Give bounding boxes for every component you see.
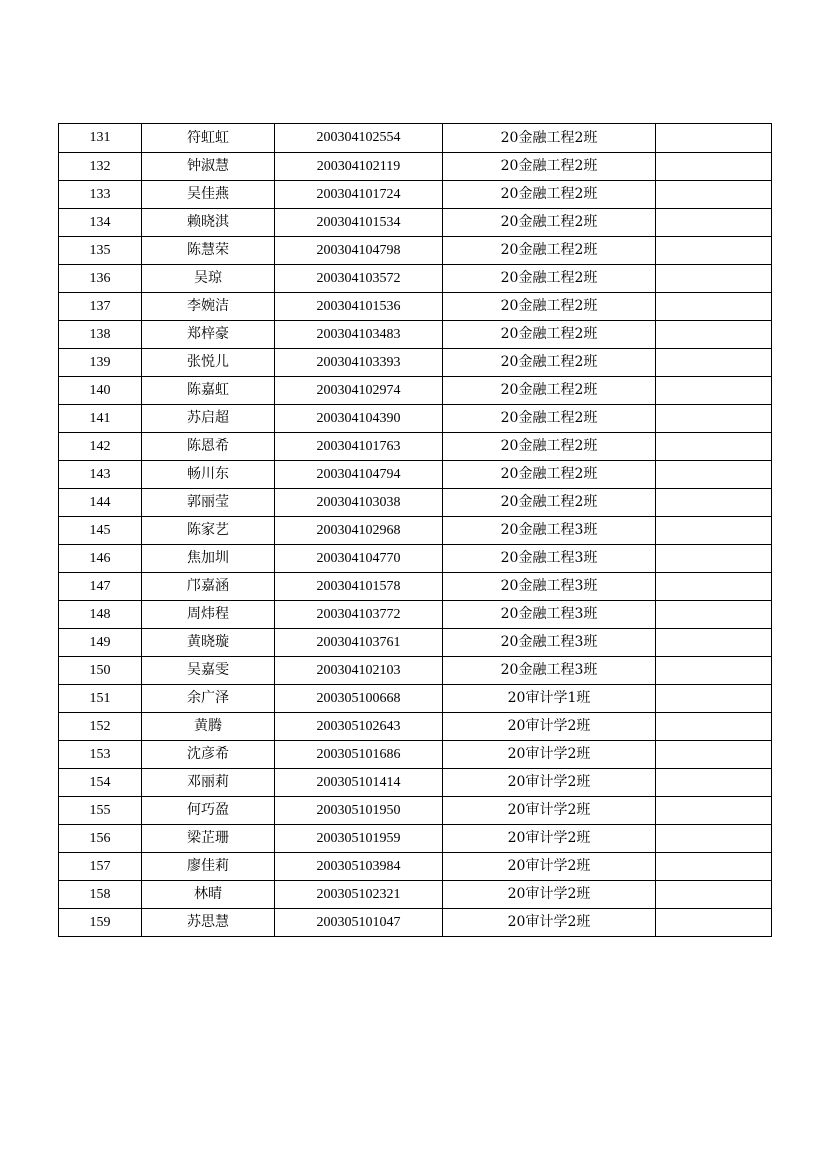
table-row xyxy=(59,265,772,293)
student-id-cell: 200304103761 xyxy=(275,629,443,657)
student-id-cell: 200304102103 xyxy=(275,657,443,685)
note-cell xyxy=(656,545,772,573)
student-id-cell: 200305100668 xyxy=(275,685,443,713)
table-row xyxy=(59,293,772,321)
class-name-cell: 20金融工程3班 xyxy=(443,517,656,545)
note-cell xyxy=(656,461,772,489)
table-row xyxy=(59,405,772,433)
class-name-cell: 20审计学2班 xyxy=(443,769,656,797)
row-number-cell: 153 xyxy=(59,741,142,769)
student-id-cell: 200304102119 xyxy=(275,153,443,181)
student-name-cell: 黄晓璇 xyxy=(142,629,275,657)
student-name-cell: 陈慧荣 xyxy=(142,237,275,265)
student-id-cell: 200305101959 xyxy=(275,825,443,853)
student-id-cell: 200305102321 xyxy=(275,881,443,909)
row-number-cell: 154 xyxy=(59,769,142,797)
table-row xyxy=(59,909,772,937)
student-id-cell: 200304101578 xyxy=(275,573,443,601)
class-name-cell: 20金融工程2班 xyxy=(443,124,656,153)
class-name-cell: 20审计学2班 xyxy=(443,797,656,825)
note-cell xyxy=(656,769,772,797)
student-name-cell: 邓丽莉 xyxy=(142,769,275,797)
class-name-cell: 20金融工程2班 xyxy=(443,489,656,517)
student-id-cell: 200304101763 xyxy=(275,433,443,461)
note-cell xyxy=(656,181,772,209)
class-name-cell: 20金融工程2班 xyxy=(443,209,656,237)
table-row xyxy=(59,153,772,181)
student-id-cell: 200305101047 xyxy=(275,909,443,937)
row-number-cell: 136 xyxy=(59,265,142,293)
student-id-cell: 200304103572 xyxy=(275,265,443,293)
note-cell xyxy=(656,349,772,377)
class-name-cell: 20金融工程2班 xyxy=(443,181,656,209)
student-name-cell: 郑梓豪 xyxy=(142,321,275,349)
table-row xyxy=(59,657,772,685)
student-id-cell: 200305101950 xyxy=(275,797,443,825)
student-id-cell: 200305101686 xyxy=(275,741,443,769)
student-roster-table xyxy=(58,123,772,937)
note-cell xyxy=(656,209,772,237)
student-id-cell: 200304103483 xyxy=(275,321,443,349)
class-name-cell: 20审计学2班 xyxy=(443,741,656,769)
student-name-cell: 廖佳莉 xyxy=(142,853,275,881)
row-number-cell: 149 xyxy=(59,629,142,657)
note-cell xyxy=(656,265,772,293)
note-cell xyxy=(656,657,772,685)
row-number-cell: 145 xyxy=(59,517,142,545)
student-id-cell: 200304102974 xyxy=(275,377,443,405)
student-id-cell: 200304104390 xyxy=(275,405,443,433)
table-row xyxy=(59,713,772,741)
student-name-cell: 李婉洁 xyxy=(142,293,275,321)
row-number-cell: 138 xyxy=(59,321,142,349)
class-name-cell: 20金融工程2班 xyxy=(443,433,656,461)
note-cell xyxy=(656,321,772,349)
class-name-cell: 20审计学1班 xyxy=(443,685,656,713)
class-name-cell: 20金融工程2班 xyxy=(443,461,656,489)
student-name-cell: 符虹虹 xyxy=(142,124,275,153)
class-name-cell: 20金融工程3班 xyxy=(443,573,656,601)
note-cell xyxy=(656,853,772,881)
student-name-cell: 苏思慧 xyxy=(142,909,275,937)
student-id-cell: 200304104794 xyxy=(275,461,443,489)
class-name-cell: 20金融工程3班 xyxy=(443,601,656,629)
row-number-cell: 147 xyxy=(59,573,142,601)
student-id-cell: 200304104770 xyxy=(275,545,443,573)
row-number-cell: 134 xyxy=(59,209,142,237)
class-name-cell: 20金融工程3班 xyxy=(443,545,656,573)
row-number-cell: 157 xyxy=(59,853,142,881)
class-name-cell: 20金融工程2班 xyxy=(443,377,656,405)
student-id-cell: 200304103393 xyxy=(275,349,443,377)
table-row xyxy=(59,124,772,153)
table-row xyxy=(59,629,772,657)
row-number-cell: 158 xyxy=(59,881,142,909)
table-row xyxy=(59,545,772,573)
note-cell xyxy=(656,237,772,265)
class-name-cell: 20审计学2班 xyxy=(443,909,656,937)
table-row xyxy=(59,237,772,265)
student-name-cell: 周炜程 xyxy=(142,601,275,629)
note-cell xyxy=(656,293,772,321)
note-cell xyxy=(656,124,772,153)
row-number-cell: 132 xyxy=(59,153,142,181)
note-cell xyxy=(656,573,772,601)
row-number-cell: 140 xyxy=(59,377,142,405)
class-name-cell: 20金融工程2班 xyxy=(443,321,656,349)
table-row xyxy=(59,209,772,237)
student-id-cell: 200304104798 xyxy=(275,237,443,265)
row-number-cell: 143 xyxy=(59,461,142,489)
student-name-cell: 畅川东 xyxy=(142,461,275,489)
student-id-cell: 200304102968 xyxy=(275,517,443,545)
student-name-cell: 张悦儿 xyxy=(142,349,275,377)
student-id-cell: 200305101414 xyxy=(275,769,443,797)
student-id-cell: 200305102643 xyxy=(275,713,443,741)
row-number-cell: 141 xyxy=(59,405,142,433)
student-name-cell: 陈家艺 xyxy=(142,517,275,545)
student-id-cell: 200304101536 xyxy=(275,293,443,321)
table-row xyxy=(59,461,772,489)
table-row xyxy=(59,881,772,909)
row-number-cell: 131 xyxy=(59,124,142,153)
class-name-cell: 20金融工程2班 xyxy=(443,153,656,181)
student-name-cell: 吴佳燕 xyxy=(142,181,275,209)
row-number-cell: 146 xyxy=(59,545,142,573)
class-name-cell: 20金融工程2班 xyxy=(443,265,656,293)
class-name-cell: 20审计学2班 xyxy=(443,825,656,853)
row-number-cell: 144 xyxy=(59,489,142,517)
class-name-cell: 20金融工程3班 xyxy=(443,629,656,657)
student-name-cell: 何巧盈 xyxy=(142,797,275,825)
table-row xyxy=(59,825,772,853)
student-name-cell: 赖晓淇 xyxy=(142,209,275,237)
note-cell xyxy=(656,405,772,433)
student-name-cell: 黄腾 xyxy=(142,713,275,741)
note-cell xyxy=(656,713,772,741)
row-number-cell: 135 xyxy=(59,237,142,265)
table-row xyxy=(59,517,772,545)
note-cell xyxy=(656,909,772,937)
roster-body xyxy=(59,124,772,937)
table-row xyxy=(59,433,772,461)
class-name-cell: 20审计学2班 xyxy=(443,881,656,909)
student-id-cell: 200304101534 xyxy=(275,209,443,237)
student-name-cell: 陈恩希 xyxy=(142,433,275,461)
note-cell xyxy=(656,517,772,545)
table-row xyxy=(59,853,772,881)
student-name-cell: 余广泽 xyxy=(142,685,275,713)
note-cell xyxy=(656,825,772,853)
class-name-cell: 20金融工程2班 xyxy=(443,405,656,433)
student-name-cell: 林晴 xyxy=(142,881,275,909)
note-cell xyxy=(656,489,772,517)
student-name-cell: 钟淑慧 xyxy=(142,153,275,181)
table-row xyxy=(59,601,772,629)
table-row xyxy=(59,377,772,405)
class-name-cell: 20审计学2班 xyxy=(443,713,656,741)
row-number-cell: 155 xyxy=(59,797,142,825)
row-number-cell: 151 xyxy=(59,685,142,713)
table-row xyxy=(59,489,772,517)
note-cell xyxy=(656,377,772,405)
row-number-cell: 148 xyxy=(59,601,142,629)
note-cell xyxy=(656,433,772,461)
table-row xyxy=(59,349,772,377)
table-row xyxy=(59,769,772,797)
note-cell xyxy=(656,629,772,657)
row-number-cell: 137 xyxy=(59,293,142,321)
class-name-cell: 20金融工程3班 xyxy=(443,657,656,685)
row-number-cell: 159 xyxy=(59,909,142,937)
note-cell xyxy=(656,153,772,181)
class-name-cell: 20金融工程2班 xyxy=(443,237,656,265)
note-cell xyxy=(656,881,772,909)
row-number-cell: 152 xyxy=(59,713,142,741)
note-cell xyxy=(656,685,772,713)
class-name-cell: 20金融工程2班 xyxy=(443,349,656,377)
table-row xyxy=(59,181,772,209)
table-row xyxy=(59,797,772,825)
row-number-cell: 133 xyxy=(59,181,142,209)
student-id-cell: 200304101724 xyxy=(275,181,443,209)
student-name-cell: 梁芷珊 xyxy=(142,825,275,853)
student-id-cell: 200304103772 xyxy=(275,601,443,629)
student-id-cell: 200304103038 xyxy=(275,489,443,517)
student-name-cell: 吴琼 xyxy=(142,265,275,293)
table-row xyxy=(59,321,772,349)
student-name-cell: 苏启超 xyxy=(142,405,275,433)
note-cell xyxy=(656,741,772,769)
note-cell xyxy=(656,797,772,825)
student-name-cell: 郭丽莹 xyxy=(142,489,275,517)
table-row xyxy=(59,741,772,769)
row-number-cell: 150 xyxy=(59,657,142,685)
row-number-cell: 156 xyxy=(59,825,142,853)
student-id-cell: 200304102554 xyxy=(275,124,443,153)
student-name-cell: 焦加圳 xyxy=(142,545,275,573)
row-number-cell: 142 xyxy=(59,433,142,461)
table-row xyxy=(59,685,772,713)
student-name-cell: 邝嘉涵 xyxy=(142,573,275,601)
student-name-cell: 吴嘉雯 xyxy=(142,657,275,685)
student-id-cell: 200305103984 xyxy=(275,853,443,881)
row-number-cell: 139 xyxy=(59,349,142,377)
class-name-cell: 20审计学2班 xyxy=(443,853,656,881)
note-cell xyxy=(656,601,772,629)
student-name-cell: 沈彦希 xyxy=(142,741,275,769)
student-name-cell: 陈嘉虹 xyxy=(142,377,275,405)
class-name-cell: 20金融工程2班 xyxy=(443,293,656,321)
table-row xyxy=(59,573,772,601)
